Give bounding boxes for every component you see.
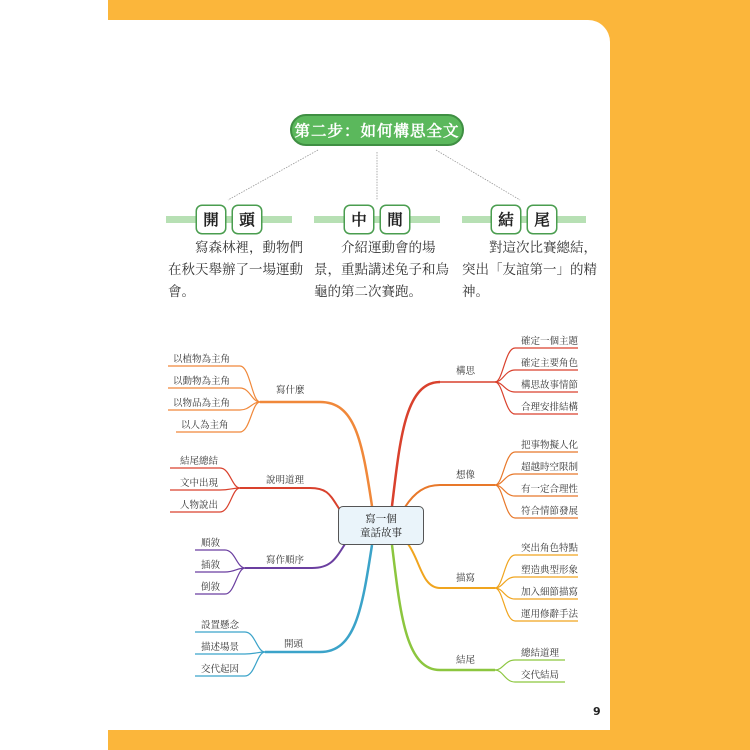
text-line: 介紹運動會的場 bbox=[314, 240, 436, 256]
branch-label: 構思 bbox=[456, 366, 476, 377]
leaf-label: 人物說出 bbox=[180, 500, 219, 511]
leaf-label: 文中出現 bbox=[180, 478, 219, 489]
leaf-label: 順敘 bbox=[201, 538, 221, 549]
leaf-label: 設置懸念 bbox=[201, 620, 240, 631]
text-line: 景，重點講述兔子和烏 bbox=[314, 262, 449, 278]
leaf-label: 倒敘 bbox=[201, 582, 221, 593]
text-line: 會。 bbox=[168, 284, 195, 300]
leaf-label: 以物品為主角 bbox=[173, 398, 231, 409]
section-head-char: 尾 bbox=[528, 206, 556, 233]
branch-label: 開頭 bbox=[284, 639, 304, 650]
section-head-char: 間 bbox=[381, 206, 409, 233]
center-line: 童話故事 bbox=[360, 526, 402, 539]
text-line: 突出「友誼第一」的精 bbox=[462, 262, 597, 278]
page-number: 9 bbox=[593, 705, 601, 718]
leaf-label: 符合情節發展 bbox=[521, 506, 579, 517]
leaf-label: 插敘 bbox=[201, 560, 221, 571]
branch-label: 結尾 bbox=[456, 655, 476, 666]
leaf-label: 交代結局 bbox=[521, 670, 560, 681]
leaf-label: 交代起因 bbox=[201, 664, 240, 675]
leaf-label: 加入細節描寫 bbox=[521, 587, 579, 598]
branch-label: 想像 bbox=[456, 470, 476, 481]
leaf-label: 描述場景 bbox=[201, 642, 240, 653]
text-line: 對這次比賽總結， bbox=[462, 240, 597, 256]
leaf-label: 結尾總結 bbox=[180, 456, 219, 467]
leaf-label: 突出角色特點 bbox=[521, 543, 579, 554]
leaf-label: 運用修辭手法 bbox=[521, 609, 579, 620]
branch-label: 描寫 bbox=[456, 573, 476, 584]
leaf-label: 確定主要角色 bbox=[521, 358, 579, 369]
section-head-char: 頭 bbox=[233, 206, 261, 233]
text-line: 寫森林裡，動物們 bbox=[168, 240, 303, 256]
leaf-label: 超越時空限制 bbox=[521, 462, 579, 473]
center-line: 寫一個 bbox=[365, 512, 397, 525]
page-title: 第二步：如何構思全文 bbox=[290, 114, 464, 146]
branch-label: 寫作順序 bbox=[266, 555, 305, 566]
leaf-label: 把事物擬人化 bbox=[521, 440, 579, 451]
leaf-label: 構思故事情節 bbox=[521, 380, 579, 391]
leaf-label: 有一定合理性 bbox=[521, 484, 579, 495]
leaf-label: 以人為主角 bbox=[181, 420, 229, 431]
branch-label: 說明道理 bbox=[266, 475, 305, 486]
section-head-char: 結 bbox=[492, 206, 520, 233]
text-line: 龜的第二次賽跑。 bbox=[314, 284, 422, 300]
branch-label: 寫什麼 bbox=[276, 385, 305, 396]
leaf-label: 合理安排結構 bbox=[521, 402, 579, 413]
text-line: 神。 bbox=[462, 284, 489, 300]
leaf-label: 確定一個主題 bbox=[521, 336, 579, 347]
text-line: 在秋天舉辦了一場運動 bbox=[168, 262, 303, 278]
leaf-label: 塑造典型形象 bbox=[521, 565, 579, 576]
section-head-char: 開 bbox=[197, 206, 225, 233]
section-head-char: 中 bbox=[345, 206, 373, 233]
mindmap-center-node bbox=[338, 506, 424, 545]
leaf-label: 以動物為主角 bbox=[173, 376, 231, 387]
leaf-label: 總結道理 bbox=[521, 648, 560, 659]
leaf-label: 以植物為主角 bbox=[173, 354, 231, 365]
